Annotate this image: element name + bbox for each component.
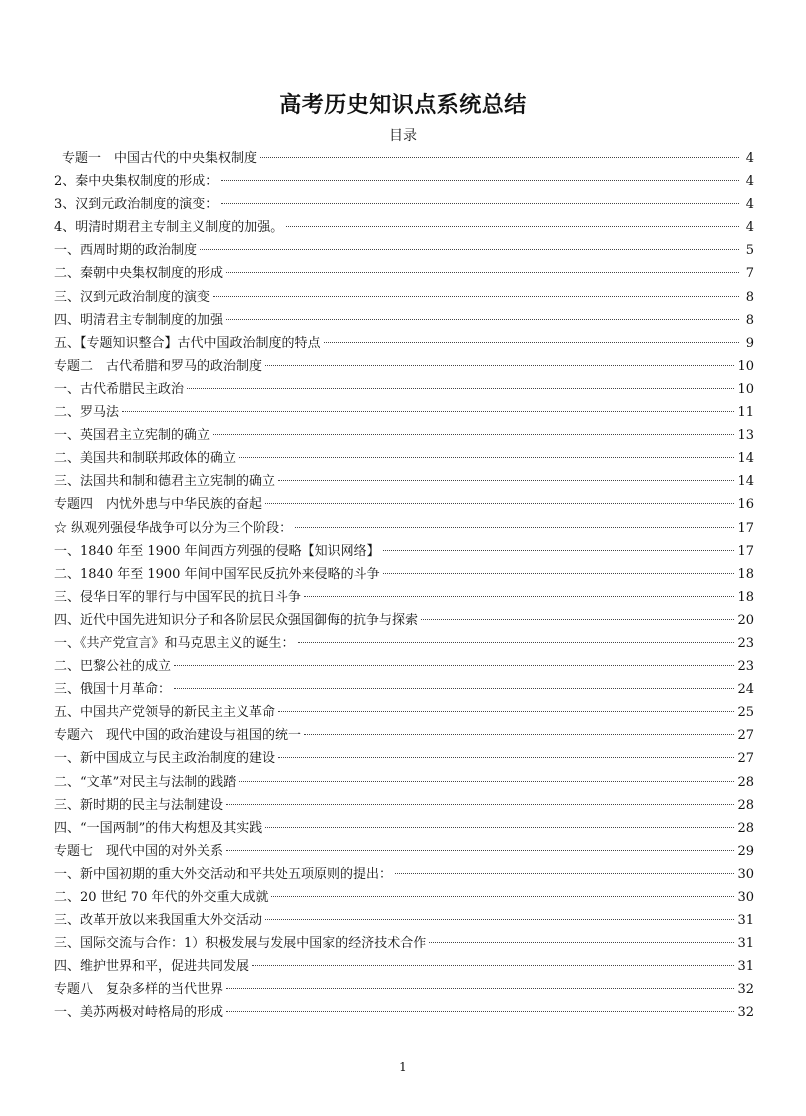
toc-entry-text: 专题七 现代中国的对外关系	[54, 843, 224, 859]
page-number: 1	[399, 1060, 407, 1074]
toc-leader-dots	[265, 365, 734, 366]
toc-leader-dots	[304, 596, 734, 597]
toc-entry-page: 10	[737, 358, 754, 374]
toc-entry-text: 专题六 现代中国的政治建设与祖国的统一	[54, 728, 302, 744]
toc-leader-dots	[271, 896, 734, 897]
toc-leader-dots	[265, 827, 734, 828]
toc-entry[interactable]	[54, 493, 754, 516]
toc-entry-text: 3、汉到元政治制度的演变：	[54, 197, 219, 213]
toc-entry[interactable]	[54, 517, 754, 540]
toc-entry[interactable]	[54, 193, 754, 216]
toc-leader-dots	[226, 272, 739, 273]
toc-leader-dots	[421, 619, 734, 620]
table-of-contents	[54, 147, 754, 1025]
toc-entry-page: 30	[737, 866, 754, 882]
toc-entry-page: 31	[737, 936, 754, 952]
toc-entry[interactable]	[54, 355, 754, 378]
toc-entry[interactable]	[54, 909, 754, 932]
toc-leader-dots	[278, 480, 734, 481]
toc-entry-page: 7	[745, 266, 754, 282]
toc-entry[interactable]	[54, 771, 754, 794]
toc-entry[interactable]	[54, 932, 754, 955]
toc-leader-dots	[226, 850, 734, 851]
toc-entry-text: 一、1840 年至 1900 年间西方列强的侵略【知识网络】	[54, 543, 380, 559]
toc-leader-dots	[174, 688, 734, 689]
toc-leader-dots	[295, 527, 734, 528]
toc-leader-dots	[304, 734, 734, 735]
toc-entry-text: 五、【专题知识整合】古代中国政治制度的特点	[54, 335, 321, 351]
toc-entry-text: 二、秦朝中央集权制度的形成	[54, 266, 224, 282]
toc-entry[interactable]	[54, 239, 754, 262]
toc-leader-dots	[278, 757, 734, 758]
toc-entry-page: 11	[737, 405, 754, 421]
toc-entry-text: 二、巴黎公社的成立	[54, 659, 172, 675]
toc-entry[interactable]	[54, 886, 754, 909]
toc-entry-page: 31	[737, 959, 754, 975]
toc-entry-text: 三、侵华日军的罪行与中国军民的抗日斗争	[54, 589, 302, 605]
toc-leader-dots	[395, 873, 734, 874]
toc-entry-page: 32	[737, 982, 754, 998]
toc-entry-text: 专题四 内忧外患与中华民族的奋起	[54, 497, 263, 513]
toc-leader-dots	[265, 503, 734, 504]
toc-entry-text: 一、美苏两极对峙格局的形成	[54, 1005, 224, 1021]
toc-entry-text: 四、明清君主专制制度的加强	[54, 312, 224, 328]
toc-entry-page: 30	[737, 890, 754, 905]
toc-entry-text: 三、俄国十月革命：	[54, 682, 172, 698]
toc-leader-dots	[226, 988, 734, 989]
toc-entry[interactable]	[54, 840, 754, 863]
toc-entry-text: 一、西周时期的政治制度	[54, 243, 198, 259]
toc-leader-dots	[239, 457, 734, 458]
toc-entry-text: 专题二 古代希腊和罗马的政治制度	[54, 358, 263, 374]
toc-entry-text: 二、“文革”对民主与法制的践踏	[54, 774, 237, 790]
toc-entry-text: 五、中国共产党领导的新民主主义革命	[54, 705, 276, 721]
toc-entry[interactable]	[54, 286, 754, 309]
toc-entry[interactable]	[54, 401, 754, 424]
toc-entry-text: 三、新时期的民主与法制建设	[54, 797, 224, 813]
toc-entry-text: 二、1840 年至 1900 年间中国军民反抗外来侵略的斗争	[54, 566, 380, 582]
toc-entry[interactable]	[54, 424, 754, 447]
toc-entry-page: 23	[737, 659, 754, 675]
toc-leader-dots	[265, 919, 734, 920]
toc-entry[interactable]	[54, 978, 754, 1001]
toc-entry[interactable]	[54, 794, 754, 817]
toc-entry-page: 20	[737, 612, 754, 628]
toc-entry-text: 一、《共产党宣言》和马克思主义的诞生：	[54, 635, 295, 651]
toc-leader-dots	[200, 249, 739, 250]
toc-entry-text: 一、新中国成立与民主政治制度的建设	[54, 751, 276, 767]
toc-entry-page: 18	[737, 589, 754, 605]
toc-entry-page: 16	[737, 497, 754, 513]
toc-entry-page: 17	[737, 543, 754, 559]
toc-entry-page: 17	[737, 520, 754, 536]
toc-entry-page: 28	[737, 774, 754, 790]
toc-entry-page: 24	[737, 682, 754, 698]
toc-entry-text: 三、改革开放以来我国重大外交活动	[54, 913, 263, 929]
toc-leader-dots	[252, 965, 734, 966]
toc-entry-page: 27	[737, 751, 754, 767]
toc-entry-page: 29	[737, 843, 754, 859]
toc-entry-page: 14	[737, 474, 754, 490]
toc-entry[interactable]	[54, 632, 754, 655]
toc-entry[interactable]	[54, 447, 754, 470]
toc-entry[interactable]	[54, 1001, 754, 1024]
toc-leader-dots	[174, 665, 734, 666]
toc-leader-dots	[226, 319, 739, 320]
toc-entry[interactable]	[54, 701, 754, 724]
toc-leader-dots	[221, 203, 739, 204]
toc-entry-text: 一、英国君主立宪制的确立	[54, 428, 211, 444]
toc-entry-page: 4	[745, 220, 754, 236]
toc-entry[interactable]	[54, 609, 754, 632]
toc-entry-page: 31	[737, 913, 754, 929]
toc-entry-page: 5	[745, 243, 754, 259]
toc-entry[interactable]	[54, 309, 754, 332]
toc-entry[interactable]	[54, 262, 754, 285]
toc-entry-page: 32	[737, 1005, 754, 1021]
toc-entry[interactable]	[54, 955, 754, 978]
toc-leader-dots	[383, 573, 735, 574]
toc-heading: 目录	[389, 128, 417, 144]
toc-entry-page: 25	[737, 705, 754, 721]
toc-entry-page: 4	[745, 197, 754, 213]
toc-entry-text: 一、新中国初期的重大外交活动和平共处五项原则的提出：	[54, 866, 393, 882]
toc-entry[interactable]	[54, 147, 754, 170]
toc-entry-page: 28	[737, 820, 754, 836]
document-title: 高考历史知识点系统总结	[279, 92, 527, 118]
toc-entry-text: ☆ 纵观列强侵华战争可以分为三个阶段：	[54, 520, 293, 536]
toc-entry[interactable]	[54, 563, 754, 586]
toc-leader-dots	[226, 804, 734, 805]
toc-entry-text: 四、“一国两制”的伟大构想及其实践	[54, 820, 263, 836]
toc-leader-dots	[383, 550, 735, 551]
toc-entry[interactable]	[54, 378, 754, 401]
toc-leader-dots	[221, 180, 739, 181]
toc-entry-page: 27	[737, 728, 754, 744]
toc-entry[interactable]	[54, 540, 754, 563]
toc-entry-text: 四、维护世界和平，促进共同发展	[54, 959, 250, 975]
toc-entry-text: 专题一 中国古代的中央集权制度	[62, 151, 258, 166]
toc-entry-text: 三、国际交流与合作：1）积极发展与发展中国家的经济技术合作	[54, 936, 427, 952]
toc-entry-page: 4	[745, 174, 754, 190]
toc-entry-page: 10	[737, 381, 754, 397]
toc-entry-text: 二、20 世纪 70 年代的外交重大成就	[54, 890, 269, 905]
toc-entry-text: 三、法国共和制和德君主立宪制的确立	[54, 474, 276, 490]
toc-entry[interactable]	[54, 470, 754, 493]
toc-entry-page: 28	[737, 797, 754, 813]
toc-leader-dots	[286, 226, 739, 227]
toc-entry-page: 18	[737, 566, 754, 582]
toc-entry[interactable]	[54, 747, 754, 770]
toc-entry-page: 8	[745, 312, 754, 328]
toc-entry-page: 9	[745, 335, 754, 351]
toc-entry[interactable]	[54, 724, 754, 747]
toc-leader-dots	[324, 342, 739, 343]
toc-entry-page: 14	[737, 451, 754, 467]
toc-leader-dots	[278, 711, 734, 712]
toc-entry-page: 4	[745, 151, 754, 166]
toc-leader-dots	[122, 411, 734, 412]
toc-leader-dots	[298, 642, 735, 643]
toc-leader-dots	[226, 1011, 734, 1012]
toc-entry-page: 8	[745, 289, 754, 305]
toc-entry-text: 二、美国共和制联邦政体的确立	[54, 451, 237, 467]
toc-leader-dots	[213, 296, 739, 297]
toc-entry-text: 四、近代中国先进知识分子和各阶层民众强国御侮的抗争与探索	[54, 612, 419, 628]
toc-entry-text: 三、汉到元政治制度的演变	[54, 289, 211, 305]
toc-entry-page: 13	[737, 428, 754, 444]
toc-entry-text: 一、古代希腊民主政治	[54, 381, 185, 397]
toc-entry-page: 23	[737, 635, 754, 651]
toc-entry[interactable]	[54, 678, 754, 701]
toc-leader-dots	[260, 157, 739, 158]
toc-entry-text: 专题八 复杂多样的当代世界	[54, 982, 224, 998]
toc-leader-dots	[239, 781, 734, 782]
toc-entry[interactable]	[54, 655, 754, 678]
toc-entry[interactable]	[54, 586, 754, 609]
toc-leader-dots	[429, 942, 734, 943]
toc-entry[interactable]	[54, 817, 754, 840]
toc-entry[interactable]	[54, 170, 754, 193]
toc-leader-dots	[213, 434, 734, 435]
toc-leader-dots	[187, 388, 734, 389]
toc-entry[interactable]	[54, 332, 754, 355]
toc-entry[interactable]	[54, 863, 754, 886]
toc-entry[interactable]	[54, 216, 754, 239]
toc-entry-text: 2、秦中央集权制度的形成：	[54, 174, 219, 190]
toc-entry-text: 二、罗马法	[54, 405, 120, 421]
toc-entry-text: 4、明清时期君主专制主义制度的加强。	[54, 220, 284, 236]
